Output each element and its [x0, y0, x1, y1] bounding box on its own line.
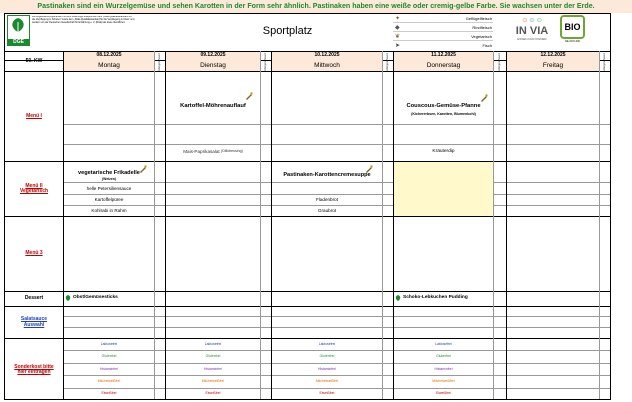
legend-label: Vegetarisch — [471, 34, 492, 39]
dessert-monday: Obst/Gemüsesticks — [73, 295, 118, 300]
row-label-dessert: Dessert — [24, 295, 44, 302]
special-diet-input[interactable]: Eiweißfrei — [205, 391, 221, 396]
side-dish-label: Mais-Paprikasalat — [183, 149, 220, 155]
row-label-menu3: Menü 3 — [25, 250, 43, 257]
day-date: 09.12.2025 — [200, 52, 226, 59]
day-header-wednesday — [272, 52, 382, 71]
special-diet-input[interactable]: Laktosefrei — [100, 341, 118, 346]
row-label-salad: Salatsauce Auswahl — [20, 316, 48, 328]
allergen-header: Allergen/Zusatz — [158, 52, 161, 71]
menu1-thursday-side: Kräuterdip — [432, 149, 455, 155]
menu2-monday-side: helle Petersiliensauce — [86, 185, 132, 191]
bio-code: DE-ÖKO-006 — [565, 40, 580, 43]
menu2-monday-main: vegetarische Frikadelle — [78, 170, 140, 177]
vegetarian-icon — [245, 92, 253, 100]
side-dish-note: (Dillidressing) — [221, 149, 243, 154]
dge-description: Die Angebote/Komponenten mit dem DGE-Logo entsprechen dem „DGE-Qualitätsstandard für die Verpflegung in Schulen" sowie dem „DGE-Qualitätsstandard für die Verpflegung in Kitas" und wurden von der Deutschen Gesellschaft für Ernährung e. V. (DGE) als diese identifiziert. — [32, 16, 135, 24]
legend-label: Geflügelfleisch — [465, 16, 492, 21]
menu1-thursday-sub: (Kichererbsen, Karotten, Blumenkohl) — [411, 111, 476, 116]
bio-logo-text: BIO — [564, 22, 581, 32]
day-date: 10.12.2025 — [314, 52, 340, 59]
special-diet-input[interactable]: Glutenfrei — [436, 354, 451, 359]
day-header-tuesday — [166, 52, 260, 71]
menu2-wednesday-main: Pastinaken-Karottencremesuppe — [283, 171, 371, 178]
row-label-menu2: Menü II Vegetarisch — [19, 182, 49, 194]
invia-logo — [508, 17, 556, 47]
dge-logo — [7, 15, 30, 46]
special-diet-input[interactable]: Histaminfrei — [318, 366, 336, 371]
legend-label: Fisch — [482, 43, 492, 48]
allergen-header: Allergen/Zusatz — [603, 52, 606, 71]
menu1-thursday-main: Couscous-Gemüse-Pfanne — [406, 103, 481, 110]
special-diet-input[interactable]: Eiweißfrei — [101, 391, 117, 396]
row-label-menu1: Menü I — [26, 112, 42, 119]
special-diet-input[interactable]: Eiweißfrei — [319, 391, 335, 396]
bio-logo — [558, 15, 587, 47]
menu2-wednesday-side: Graubrot — [317, 208, 337, 214]
day-date: 08.12.2025 — [96, 52, 122, 59]
dge-leaf-icon — [395, 295, 401, 301]
beef-icon: ◆ — [395, 25, 400, 31]
allergen-header: Allergen/Zusatz — [498, 52, 501, 71]
invia-people-icon: ☺☺☺ — [521, 17, 543, 24]
legend-item — [393, 23, 493, 32]
vegetarian-icon: ❦ — [395, 34, 401, 40]
fish-icon: ➤ — [395, 43, 401, 49]
vegetarian-icon — [480, 94, 488, 102]
legend-label: Rindfleisch — [472, 25, 492, 30]
menu2-thursday-highlight — [394, 162, 493, 216]
day-header-monday — [64, 52, 154, 71]
vegetarian-icon — [365, 165, 373, 173]
dge-leaf-icon — [65, 295, 71, 301]
row-label-special: Sonderkost bitte hier eintragen — [14, 363, 54, 375]
day-name: Montag — [98, 61, 120, 69]
special-diet-input[interactable]: Histaminfrei — [204, 366, 222, 371]
menu1-tuesday-side — [166, 145, 260, 159]
special-diet-input[interactable]: Glutenfrei — [319, 354, 335, 359]
day-name: Donnerstag — [426, 61, 461, 69]
allergen-header: Allergen/Zusatz — [386, 52, 389, 71]
day-header-friday — [507, 52, 599, 71]
legend-item — [393, 14, 493, 23]
day-name: Mittwoch — [314, 61, 340, 69]
day-name: Freitag — [542, 61, 564, 69]
special-diet-input[interactable]: Eiweißfrei — [436, 391, 451, 396]
menu2-monday-side: Kohlrabi in Rahm — [91, 208, 127, 214]
special-diet-input[interactable]: Glutenfrei — [101, 354, 117, 359]
special-diet-input[interactable]: Glutenfrei — [205, 354, 221, 359]
day-header-thursday — [394, 52, 493, 71]
special-diet-input[interactable]: Histaminfrei — [434, 366, 453, 371]
menu2-monday-sub: (Weizen) — [102, 176, 116, 181]
allergen-header: Allergen/Zusatz — [264, 52, 267, 71]
special-diet-input[interactable]: Milcheiweißfrei — [432, 379, 455, 384]
special-diet-input[interactable]: Histaminfrei — [100, 366, 118, 371]
legend-item — [393, 41, 493, 50]
vegetarian-icon — [139, 165, 147, 173]
dge-logo-text: DGE — [8, 39, 29, 45]
day-name: Dienstag — [200, 61, 226, 69]
week-label: 50. KW — [25, 57, 43, 64]
invia-subtitle: ESSEN FÜR KINDER — [517, 37, 547, 41]
special-diet-input[interactable]: Laktosefrei — [318, 341, 336, 346]
menu-sheet — [4, 13, 611, 400]
menu1-tuesday-main: Kartoffel-Möhrenauflauf — [180, 102, 246, 109]
info-banner: Pastinaken sind ein Wurzelgemüse und sehen Karotten in der Form sehr ähnlich. Pastinaken haben eine weiße oder cremig-gelbe Farbe. Sie wachsen unter der Erde. — [0, 0, 632, 13]
special-diet-input[interactable]: Milcheiweißfrei — [201, 379, 225, 384]
poultry-icon: ✦ — [395, 16, 401, 22]
legend-item — [393, 32, 493, 41]
legend — [393, 14, 493, 51]
special-diet-input[interactable]: Milcheiweißfrei — [97, 379, 121, 384]
special-diet-input[interactable]: Laktosefrei — [204, 341, 222, 346]
dessert-thursday: Schoko-Lebkuchen Pudding — [403, 295, 468, 300]
day-date: 11.12.2025 — [431, 52, 456, 59]
dge-leaf-icon — [8, 16, 29, 34]
page-title: Sportplatz — [262, 24, 313, 37]
day-date: 12.12.2025 — [540, 52, 566, 59]
menu2-monday-side: Kartoffelpüree — [94, 197, 124, 203]
special-diet-input[interactable]: Milcheiweißfrei — [315, 379, 339, 384]
special-diet-input[interactable]: Laktosefrei — [435, 341, 452, 346]
invia-logo-text: IN VIA — [515, 25, 549, 37]
menu2-wednesday-side: Fladenbrot — [316, 197, 338, 203]
